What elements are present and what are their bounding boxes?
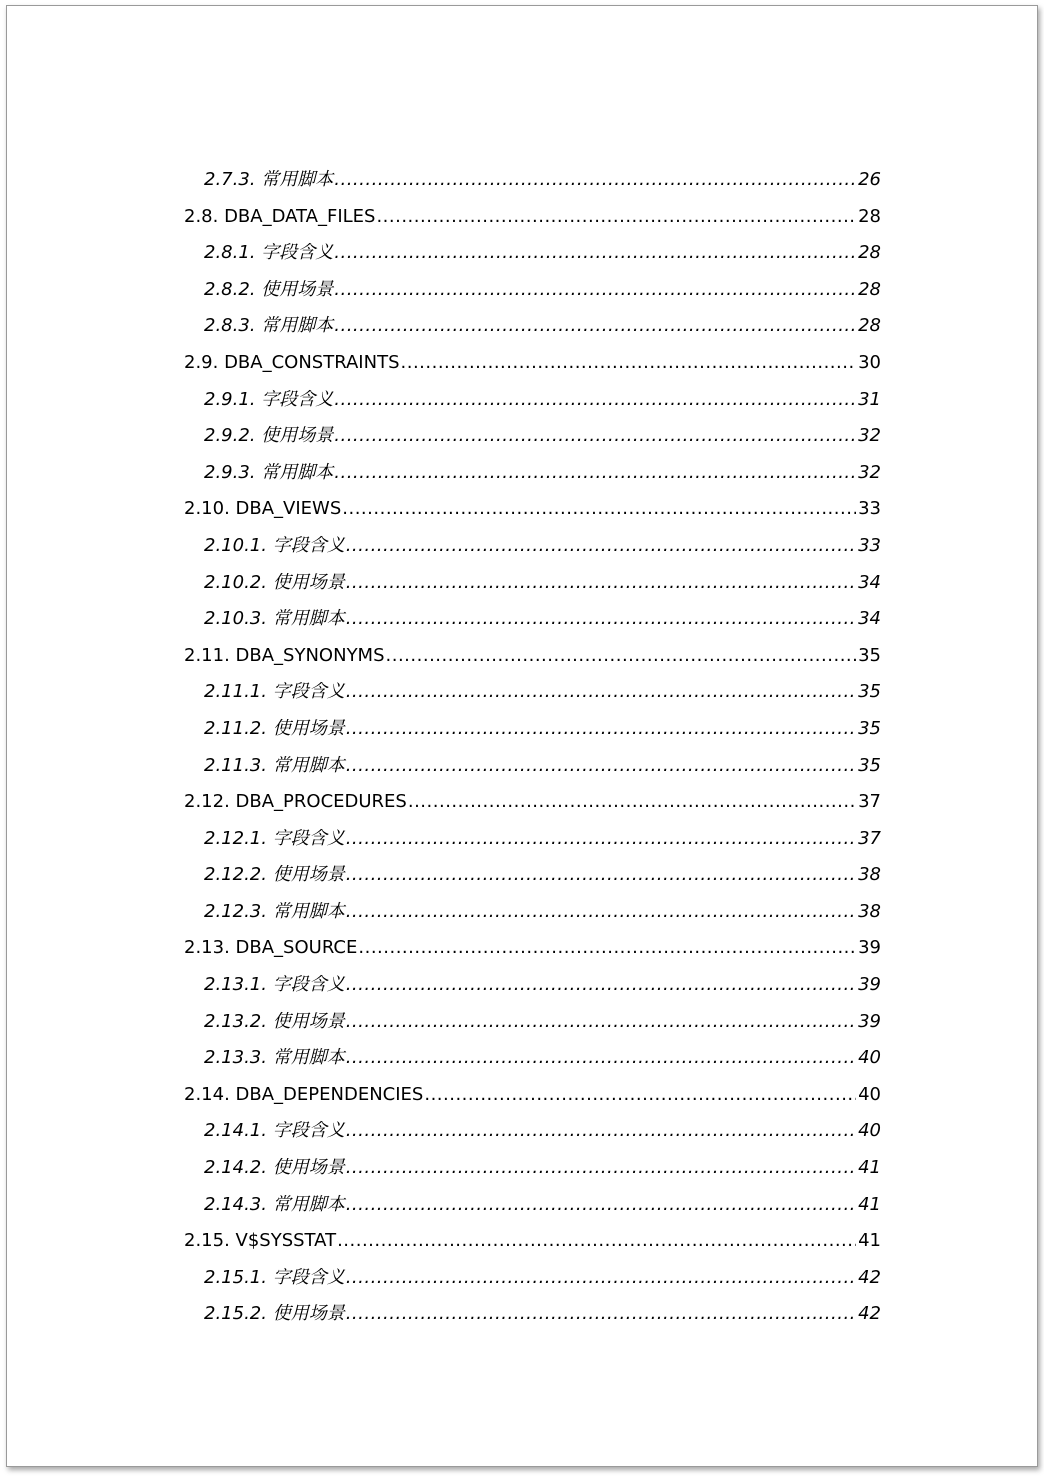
- toc-entry[interactable]: [184, 528, 881, 565]
- toc-entry[interactable]: [184, 1077, 881, 1114]
- toc-entry-page-number: 38: [858, 900, 881, 922]
- toc-entry-title: 2.8.2. 使用场景: [204, 278, 334, 300]
- toc-entry[interactable]: [184, 674, 881, 711]
- toc-entry-title: 2.14. DBA_DEPENDENCIES: [184, 1083, 424, 1105]
- toc-entry-title: 2.10.3. 常用脚本: [204, 608, 345, 630]
- toc-dot-leader: [386, 638, 857, 675]
- toc-entry-page-number: 35: [858, 754, 881, 776]
- toc-entry-page-number: 26: [858, 169, 881, 190]
- toc-entry-title: 2.13. DBA_SOURCE: [184, 937, 358, 959]
- toc-dot-leader: [346, 528, 856, 565]
- toc-entry-page-number: 31: [858, 388, 881, 410]
- toc-entry-title: 2.14.1. 字段含义: [204, 1120, 345, 1142]
- toc-entry-page-number: 42: [858, 1266, 881, 1288]
- toc-entry-title: 2.11.2. 使用场景: [204, 717, 345, 739]
- toc-entry-title: 2.11. DBA_SYNONYMS: [184, 644, 385, 666]
- toc-entry-title: 2.13.1. 字段含义: [204, 974, 345, 996]
- toc-dot-leader: [424, 1077, 856, 1114]
- toc-entry-title: 2.13.3. 常用脚本: [204, 1047, 345, 1069]
- toc-entry[interactable]: [184, 930, 881, 967]
- toc-entry[interactable]: [184, 711, 881, 748]
- toc-entry-page-number: 37: [858, 827, 881, 849]
- toc-dot-leader: [334, 418, 856, 455]
- table-of-contents: [184, 162, 881, 1333]
- toc-entry[interactable]: [184, 235, 881, 272]
- toc-entry[interactable]: [184, 1187, 881, 1224]
- toc-entry[interactable]: [184, 967, 881, 1004]
- toc-entry-title: 2.8.1. 字段含义: [204, 242, 334, 264]
- toc-dot-leader: [346, 821, 856, 858]
- toc-dot-leader: [346, 1113, 856, 1150]
- toc-entry-title: 2.9. DBA_CONSTRAINTS: [184, 351, 400, 373]
- toc-entry-page-number: 39: [858, 974, 881, 996]
- toc-entry-title: 2.14.2. 使用场景: [204, 1157, 345, 1179]
- toc-dot-leader: [346, 1296, 856, 1333]
- toc-entry-page-number: 35: [858, 681, 881, 703]
- toc-entry-page-number: 40: [858, 1047, 881, 1069]
- toc-entry-page-number: 39: [858, 937, 881, 959]
- toc-entry-title: 2.10. DBA_VIEWS: [184, 498, 342, 520]
- toc-entry[interactable]: [184, 1260, 881, 1297]
- toc-entry-page-number: 28: [858, 278, 881, 300]
- toc-entry-title: 2.8.3. 常用脚本: [204, 315, 334, 337]
- toc-entry-page-number: 38: [858, 864, 881, 886]
- toc-entry-title: 2.14.3. 常用脚本: [204, 1193, 345, 1215]
- toc-entry-title: 2.9.2. 使用场景: [204, 425, 334, 447]
- toc-entry-title: 2.12.3. 常用脚本: [204, 900, 345, 922]
- toc-entry[interactable]: [184, 1150, 881, 1187]
- toc-dot-leader: [376, 199, 856, 236]
- toc-entry[interactable]: [184, 345, 881, 382]
- toc-dot-leader: [346, 674, 856, 711]
- toc-entry[interactable]: [184, 894, 881, 931]
- toc-entry-page-number: 32: [858, 425, 881, 447]
- toc-entry[interactable]: [184, 1040, 881, 1077]
- toc-entry[interactable]: [184, 418, 881, 455]
- toc-entry-page-number: 35: [858, 717, 881, 739]
- toc-entry-page-number: 28: [858, 242, 881, 264]
- toc-entry[interactable]: [184, 565, 881, 602]
- toc-dot-leader: [346, 748, 856, 785]
- toc-entry-title: 2.9.3. 常用脚本: [204, 461, 334, 483]
- document-page: [6, 5, 1038, 1467]
- toc-dot-leader: [346, 1040, 856, 1077]
- toc-entry[interactable]: [184, 308, 881, 345]
- toc-entry-title: 2.15. V$SYSSTAT: [184, 1230, 337, 1252]
- toc-dot-leader: [401, 345, 857, 382]
- toc-entry-page-number: 28: [858, 205, 881, 227]
- toc-dot-leader: [334, 162, 856, 199]
- toc-entry-page-number: 42: [858, 1303, 881, 1325]
- toc-entry[interactable]: [184, 455, 881, 492]
- toc-entry-page-number: 32: [858, 461, 881, 483]
- toc-entry-title: 2.9.1. 字段含义: [204, 388, 334, 410]
- toc-dot-leader: [346, 1187, 856, 1224]
- toc-entry-page-number: 39: [858, 1010, 881, 1032]
- toc-dot-leader: [337, 1223, 856, 1260]
- toc-dot-leader: [346, 1004, 856, 1041]
- toc-entry-title: 2.8. DBA_DATA_FILES: [184, 205, 376, 227]
- toc-dot-leader: [358, 930, 856, 967]
- toc-dot-leader: [408, 784, 856, 821]
- toc-entry-title: 2.11.3. 常用脚本: [204, 754, 345, 776]
- toc-entry-page-number: 34: [858, 571, 881, 593]
- toc-entry-title: 2.12.1. 字段含义: [204, 827, 345, 849]
- toc-entry-page-number: 40: [858, 1083, 881, 1105]
- toc-entry-page-number: 41: [858, 1157, 881, 1179]
- toc-entry[interactable]: [184, 784, 881, 821]
- toc-entry-title: 2.12.2. 使用场景: [204, 864, 345, 886]
- toc-entry[interactable]: [184, 638, 881, 675]
- toc-entry-title: 2.12. DBA_PROCEDURES: [184, 791, 407, 813]
- toc-entry-page-number: 33: [858, 534, 881, 556]
- toc-entry[interactable]: [184, 821, 881, 858]
- toc-dot-leader: [346, 857, 856, 894]
- toc-entry[interactable]: [184, 748, 881, 785]
- toc-entry[interactable]: [184, 1296, 881, 1333]
- toc-dot-leader: [346, 967, 856, 1004]
- toc-entry[interactable]: [184, 1223, 881, 1260]
- toc-entry-title: 2.15.1. 字段含义: [204, 1266, 345, 1288]
- toc-entry-page-number: 41: [858, 1193, 881, 1215]
- toc-entry[interactable]: [184, 601, 881, 638]
- toc-entry-title: 2.10.1. 字段含义: [204, 534, 345, 556]
- toc-entry[interactable]: [184, 857, 881, 894]
- toc-entry[interactable]: [184, 199, 881, 236]
- toc-entry[interactable]: [184, 162, 881, 199]
- toc-entry-title: 2.15.2. 使用场景: [204, 1303, 345, 1325]
- toc-dot-leader: [334, 272, 856, 309]
- toc-entry-title: 2.7.3. 常用脚本: [204, 169, 334, 190]
- toc-dot-leader: [346, 1150, 856, 1187]
- toc-entry[interactable]: [184, 1113, 881, 1150]
- toc-entry-title: 2.10.2. 使用场景: [204, 571, 345, 593]
- toc-dot-leader: [346, 894, 856, 931]
- toc-entry-title: 2.13.2. 使用场景: [204, 1010, 345, 1032]
- toc-dot-leader: [346, 711, 856, 748]
- toc-entry-page-number: 41: [858, 1230, 881, 1252]
- toc-dot-leader: [342, 491, 856, 528]
- toc-entry-page-number: 35: [858, 644, 881, 666]
- toc-entry[interactable]: [184, 382, 881, 419]
- toc-dot-leader: [334, 308, 856, 345]
- toc-entry-page-number: 33: [858, 498, 881, 520]
- toc-entry-page-number: 34: [858, 608, 881, 630]
- toc-entry[interactable]: [184, 272, 881, 309]
- toc-entry-page-number: 28: [858, 315, 881, 337]
- toc-dot-leader: [346, 601, 856, 638]
- toc-dot-leader: [334, 455, 856, 492]
- toc-dot-leader: [346, 565, 856, 602]
- toc-dot-leader: [346, 1260, 856, 1297]
- toc-entry-page-number: 40: [858, 1120, 881, 1142]
- toc-entry-page-number: 37: [858, 791, 881, 813]
- toc-dot-leader: [334, 235, 856, 272]
- toc-entry[interactable]: [184, 491, 881, 528]
- toc-entry[interactable]: [184, 1004, 881, 1041]
- toc-dot-leader: [334, 382, 856, 419]
- toc-entry-page-number: 30: [858, 351, 881, 373]
- toc-entry-title: 2.11.1. 字段含义: [204, 681, 345, 703]
